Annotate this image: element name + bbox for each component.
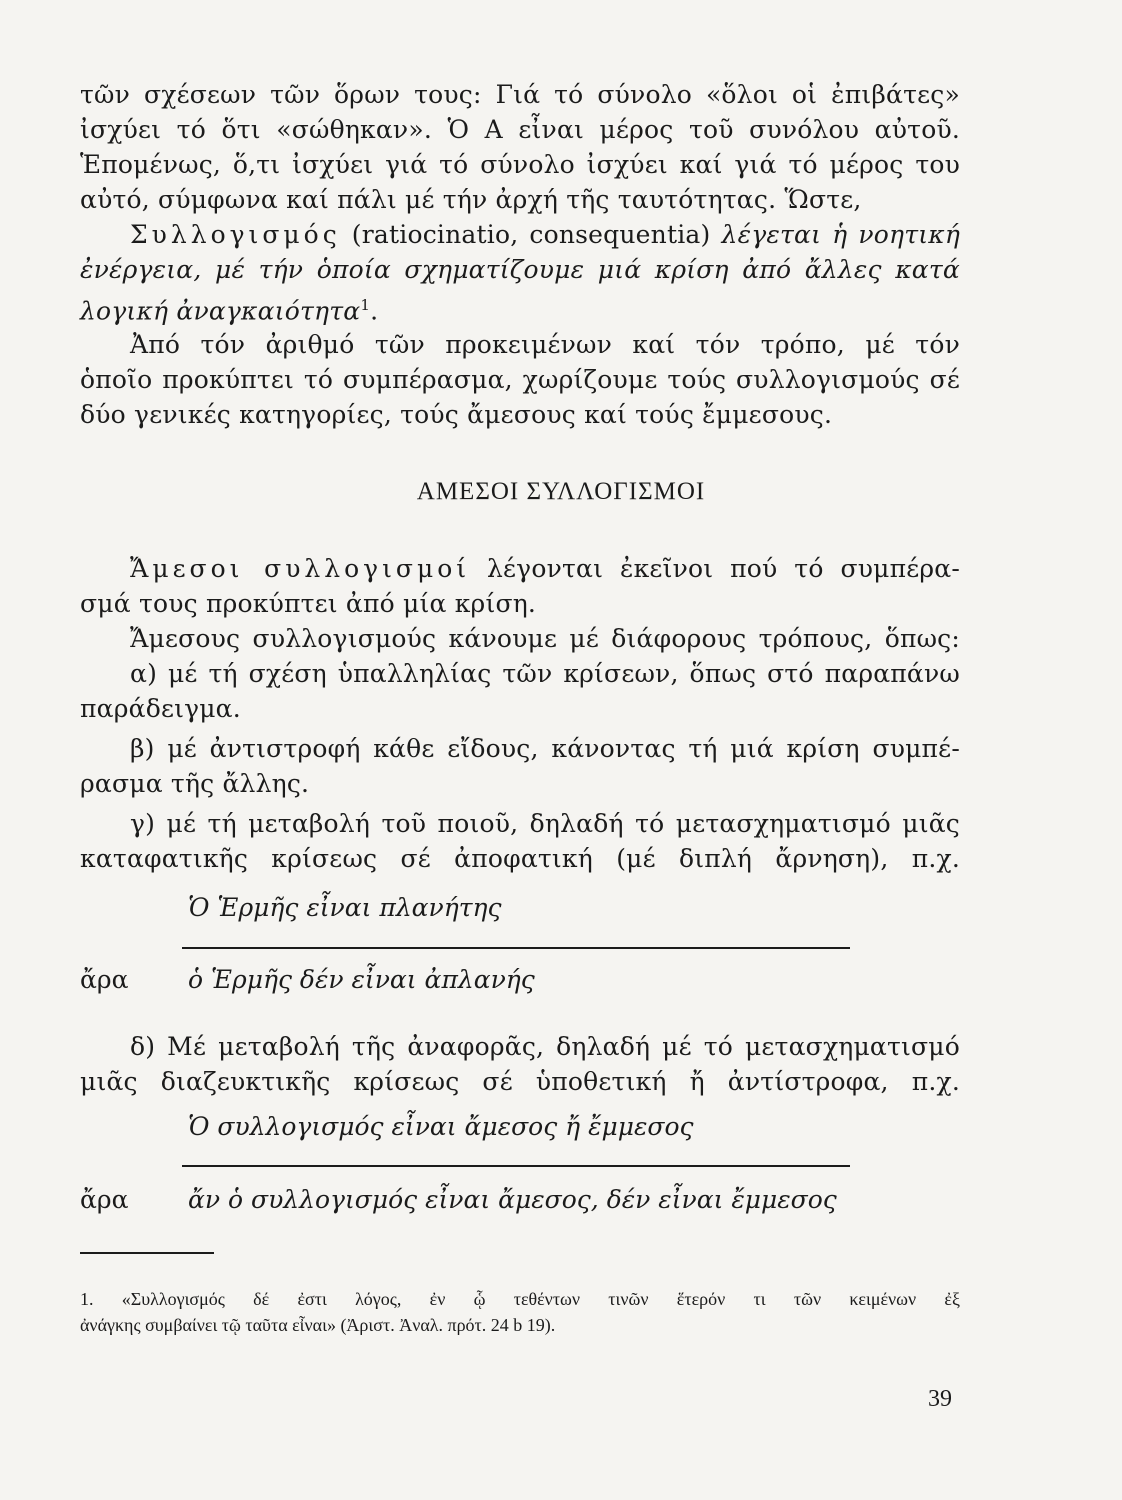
definition-text: λέγεται ἡ νοητική: [721, 220, 960, 249]
page-number: 39: [928, 1386, 952, 1412]
para2-line-2: ὁποῖο προκύπτει τό συμπέρασμα, χωρίζουμε τούς συλλογισμούς σέ: [80, 365, 960, 394]
example2-premise: Ὁ συλλογισμός εἶναι ἄμεσος ἤ ἔμμεσος: [188, 1112, 694, 1141]
definition-latin: (ratiocinatio, consequentia): [351, 220, 711, 249]
example1-rule: [182, 947, 850, 949]
para2-line-3: δύο γενικές κατηγορίες, τούς ἄμεσους καί τούς ἔμμεσους.: [80, 400, 833, 429]
body-line-4: αὐτό, σύμφωνα καί πάλι μέ τήν ἀρχή τῆς ταυτότητας. Ὥστε,: [80, 185, 862, 214]
section-def-line-1: [130, 552, 960, 586]
section-def-line-2: σμά τους προκύπτει ἀπό μία κρίση.: [80, 589, 537, 618]
section-def-term: Ἄμεσοι συλλογισμοί: [130, 554, 471, 583]
section-heading: ΑΜΕΣΟΙ ΣΥΛΛΟΓΙΣΜΟΙ: [416, 478, 706, 505]
item-c-line-1: γ) μέ τή μεταβολή τοῦ ποιοῦ, δηλαδή τό μετασχηματισμό μιᾶς: [130, 809, 960, 838]
section-intro: Ἄμεσους συλλογισμούς κάνουμε μέ διάφορους τρόπους, ὅπως:: [130, 624, 960, 653]
example1-conclusion: ὁ Ἑρμῆς δέν εἶναι ἀπλανής: [188, 965, 535, 994]
footnote-line-2: ἀνάγκης συμβαίνει τῷ ταῦτα εἶναι» (Ἀριστ. Ἀναλ. πρότ. 24 b 19).: [80, 1315, 556, 1335]
example1-premise: Ὁ Ἑρμῆς εἶναι πλανήτης: [188, 893, 502, 922]
body-line-2: ἰσχύει τό ὅτι «σώθηκαν». Ὁ Α εἶναι μέρος τοῦ συνόλου αὐτοῦ.: [80, 115, 960, 144]
example2-conclusion: ἄν ὁ συλλογισμός εἶναι ἄμεσος, δέν εἶναι ἔμμεσος: [188, 1185, 837, 1214]
definition-end-text: λογική ἀναγκαιότητα: [80, 296, 361, 326]
item-a-line-2: παράδειγμα.: [80, 694, 241, 723]
item-d-line-1: δ) Μέ μεταβολή τῆς ἀναφορᾶς, δηλαδή μέ τό μετασχηματισμό: [130, 1032, 960, 1061]
body-line-1: τῶν σχέσεων τῶν ὅρων τους: Γιά τό σύνολο «ὅλοι οἱ ἐπιβάτες»: [80, 80, 960, 109]
item-b-line-2: ρασμα τῆς ἄλλης.: [80, 769, 310, 798]
footnote-line-1: 1. «Συλλογισμός δέ ἐστι λόγος, ἐν ᾧ τεθέντων τινῶν ἕτερόν τι τῶν κειμένων ἐξ: [80, 1289, 960, 1309]
item-c-line-2: καταφατικῆς κρίσεως σέ ἀποφατική (μέ διπλή ἄρνηση), π.χ.: [80, 844, 960, 873]
footnote-ref: 1: [360, 296, 371, 314]
para2-line-1: Ἀπό τόν ἀριθμό τῶν προκειμένων καί τόν τρόπο, μέ τόν: [130, 330, 960, 359]
example2-rule: [182, 1165, 850, 1167]
definition-term: Συλλογισμός: [130, 220, 341, 249]
example2-ara: ἄρα: [80, 1185, 129, 1214]
definition-line-2: ἐνέργεια, μέ τήν ὁποία σχηματίζουμε μιά κρίση ἀπό ἄλλες κατά: [80, 255, 960, 284]
definition-line-1: [130, 218, 960, 252]
section-def-text: λέγονται ἐκεῖνοι πού τό συμπέρα-: [486, 554, 960, 583]
definition-period: .: [370, 296, 379, 326]
item-d-line-2: μιᾶς διαζευκτικῆς κρίσεως σέ ὑποθετική ἤ ἀντίστροφα, π.χ.: [80, 1067, 960, 1096]
item-a-line-1: α) μέ τή σχέση ὑπαλληλίας τῶν κρίσεων, ὅπως στό παραπάνω: [130, 659, 960, 688]
footnote-rule: [80, 1252, 214, 1254]
body-line-3: Ἑπομένως, ὅ,τι ἰσχύει γιά τό σύνολο ἰσχύει καί γιά τό μέρος του: [80, 150, 960, 179]
item-b-line-1: β) μέ ἀντιστροφή κάθε εἴδους, κάνοντας τή μιά κρίση συμπέ-: [130, 734, 960, 763]
example1-ara: ἄρα: [80, 965, 129, 994]
definition-line-3: [80, 288, 960, 328]
